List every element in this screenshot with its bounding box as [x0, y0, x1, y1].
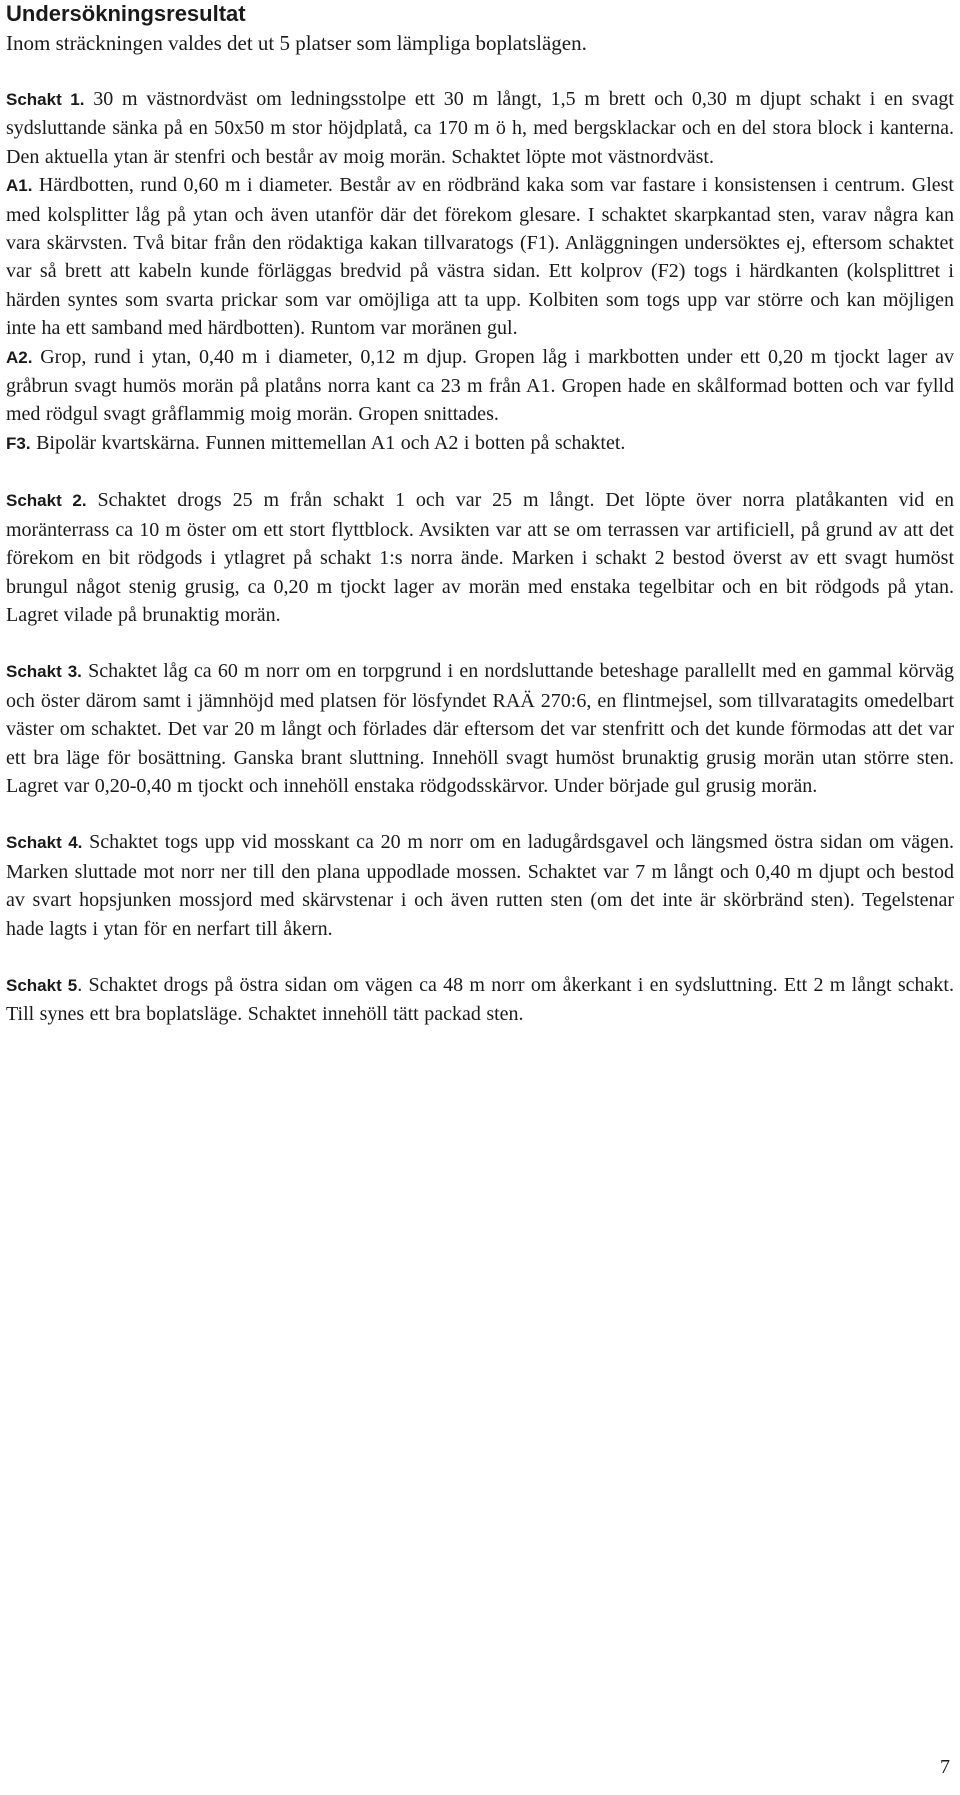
intro-text: Inom sträckningen valdes det ut 5 platser som lämpliga boplatslägen.	[6, 31, 587, 55]
schakt-5-paragraph	[6, 971, 954, 1029]
a1-text: Härdbotten, rund 0,60 m i diameter. Består av en rödbränd kaka som var fastare i konsistensen i centrum. Glest med kolsplitter låg på ytan och även utanför där det förekom glesare. I schaktet skarpkantad sten, varav några kan vara skärvsten. Två bitar från den rödaktiga kakan tillvaratogs (F1). Anläggningen undersöktes ej, eftersom schaktet var så brett att kabeln kunde förläggas bredvid på västra sidan. Ett kolprov (F2) togs i härdkanten (kolsplittret i härden syntes som svarta prickar som var omöjliga att ta upp. Kolbiten som togs upp var större och kan möjligen inte ha ett samband med härdbotten). Runtom var moränen gul.	[6, 174, 954, 340]
a2-label: A2.	[6, 347, 33, 367]
spacer	[6, 800, 954, 828]
section-heading: Undersökningsresultat	[6, 1, 246, 26]
a2-paragraph	[6, 343, 954, 429]
f3-label: F3.	[6, 433, 31, 453]
spacer	[6, 458, 954, 486]
a1-paragraph	[6, 171, 954, 342]
document-page	[6, 0, 954, 1029]
schakt-1-label: Schakt 1.	[6, 90, 85, 109]
schakt-2-text: Schaktet drogs 25 m från schakt 1 och var 25 m långt. Det löpte över norra platåkanten vid en moränterrass ca 10 m öster om ett stort flyttblock. Avsikten var att se om terrassen var artificiell, på grund av att det förekom en bit rödgods i ytlagret på schakt 1:s norra ände. Marken i schakt 2 bestod överst av ett svagt humöst brungul något stenig grusig, ca 0,20 m tjockt lager av morän med enstaka tegelbitar och en bit rödgods på ytan. Lagret vilade på brunaktig morän.	[6, 489, 954, 626]
schakt-1-paragraph	[6, 85, 954, 171]
schakt-4-label: Schakt 4.	[6, 833, 83, 853]
a2-text: Grop, rund i ytan, 0,40 m i diameter, 0,12 m djup. Gropen låg i markbotten under ett 0,20 m tjockt lager av gråbrun svagt humös morän på platåns norra kant ca 23 m från A1. Gropen hade en skålformad botten och var fylld med rödgul svagt gråflammig moig morän. Gropen snittades.	[6, 345, 954, 426]
schakt-4-paragraph	[6, 828, 954, 943]
spacer	[6, 57, 954, 85]
spacer	[6, 629, 954, 657]
schakt-2-label: Schakt 2.	[6, 491, 87, 511]
schakt-4-text: Schaktet togs upp vid mosskant ca 20 m norr om en ladugårdsgavel och längsmed östra sidan om vägen. Marken sluttade mot norr ner till den plana uppodlade mossen. Schaktet var 7 m långt och 0,40 m djupt och bestod av svart hopsjunken mossjord med skärvstenar i och även rutten sten (om det inte är skörbränd sten). Tegelstenar hade lagts i ytan för en nerfart till åkern.	[6, 831, 954, 940]
schakt-2-paragraph	[6, 486, 954, 629]
a1-label: A1.	[6, 176, 33, 196]
schakt-1-text: 30 m västnordväst om ledningsstolpe ett 30 m långt, 1,5 m brett och 0,30 m djupt schakt i en svagt sydsluttande sänka på en 50x50 m stor höjdplatå, ca 170 m ö h, med bergsklackar och en del stora block i kanterna. Den aktuella ytan är stenfri och består av moig morän. Schaktet löpte mot västnordväst.	[6, 88, 954, 168]
f3-text: Bipolär kvartskärna. Funnen mittemellan A1 och A2 i botten på schaktet.	[30, 431, 626, 454]
page-number: 7	[940, 1756, 950, 1778]
spacer	[6, 943, 954, 971]
schakt-3-text: Schaktet låg ca 60 m norr om en torpgrund i en nordsluttande beteshage parallellt med en gammal körväg och öster därom samt i jämnhöjd med platsen för lösfyndet RAÄ 270:6, en flintmejsel, som tillvaratagits omedelbart väster om schaktet. Det var 20 m långt och förlades där eftersom det var stenfritt och det kunde förmodas att det var ett bra läge för bosättning. Ganska brant sluttning. Innehöll svagt humöst brunaktig grusig morän utan större sten. Lagret var 0,20-0,40 m tjockt och innehöll enstaka rödgodsskärvor. Under började gul grusig morän.	[6, 660, 954, 797]
schakt-3-paragraph	[6, 657, 954, 800]
schakt-5-label: Schakt 5	[6, 975, 78, 995]
schakt-3-label: Schakt 3.	[6, 662, 82, 682]
schakt-5-text: . Schaktet drogs på östra sidan om vägen ca 48 m norr om åkerkant i en sydsluttning. Ett 2 m långt schakt. Till synes ett bra boplatsläge. Schaktet innehöll tätt packad sten.	[6, 973, 954, 1026]
f3-paragraph	[6, 429, 954, 458]
